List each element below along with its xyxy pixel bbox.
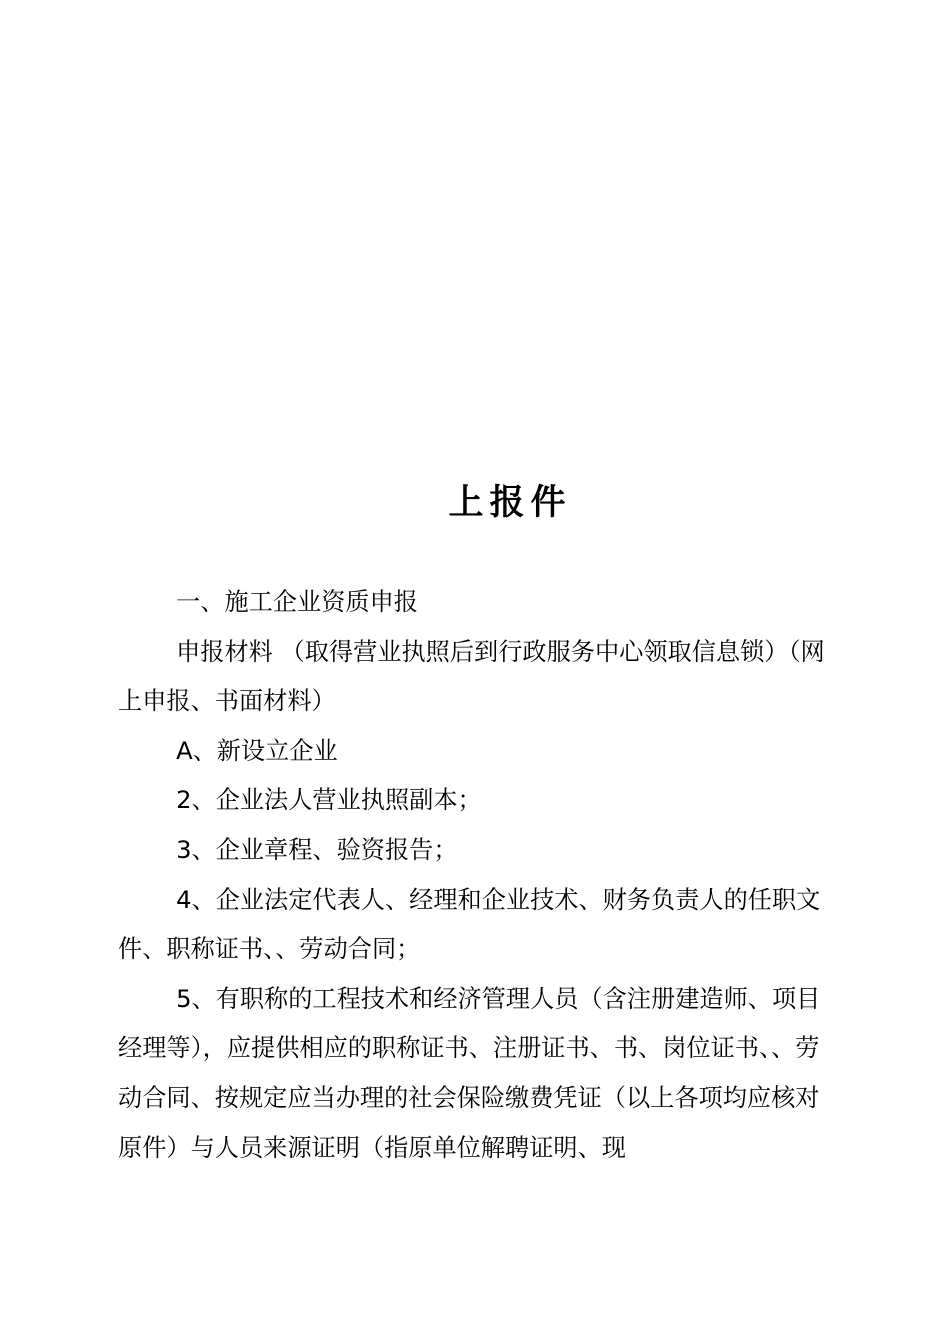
paragraph-item-2: 2、企业法人营业执照副本； xyxy=(176,786,482,815)
paragraph-item-3: 3、企业章程、验资报告； xyxy=(176,835,458,864)
paragraph-item-5: 5、有职称的工程技术和经济管理人员（含注册建造师、项目经理等），应提供相应的职称证书、注册证书、书、岗位证书、、劳动合同、按规定应当办理的社会保险缴费凭证（以上各项均应核对原件）与人员来源证明（指原单位解聘证明、现 xyxy=(118,984,821,1162)
paragraph-section-heading: 一、施工企业资质申报 xyxy=(176,588,418,616)
paragraph-new-enterprise: A、新设立企业 xyxy=(176,736,338,765)
document-body xyxy=(118,578,838,1173)
paragraph-materials: 申报材料 （取得营业执照后到行政服务中心领取信息锁）（网上申报、书面材料） xyxy=(118,637,825,716)
paragraph-item-4: 4、企业法定代表人、经理和企业技术、财务负责人的任职文件、职称证书、、劳动合同； xyxy=(118,885,821,964)
document-title: 上报件 xyxy=(448,483,572,523)
